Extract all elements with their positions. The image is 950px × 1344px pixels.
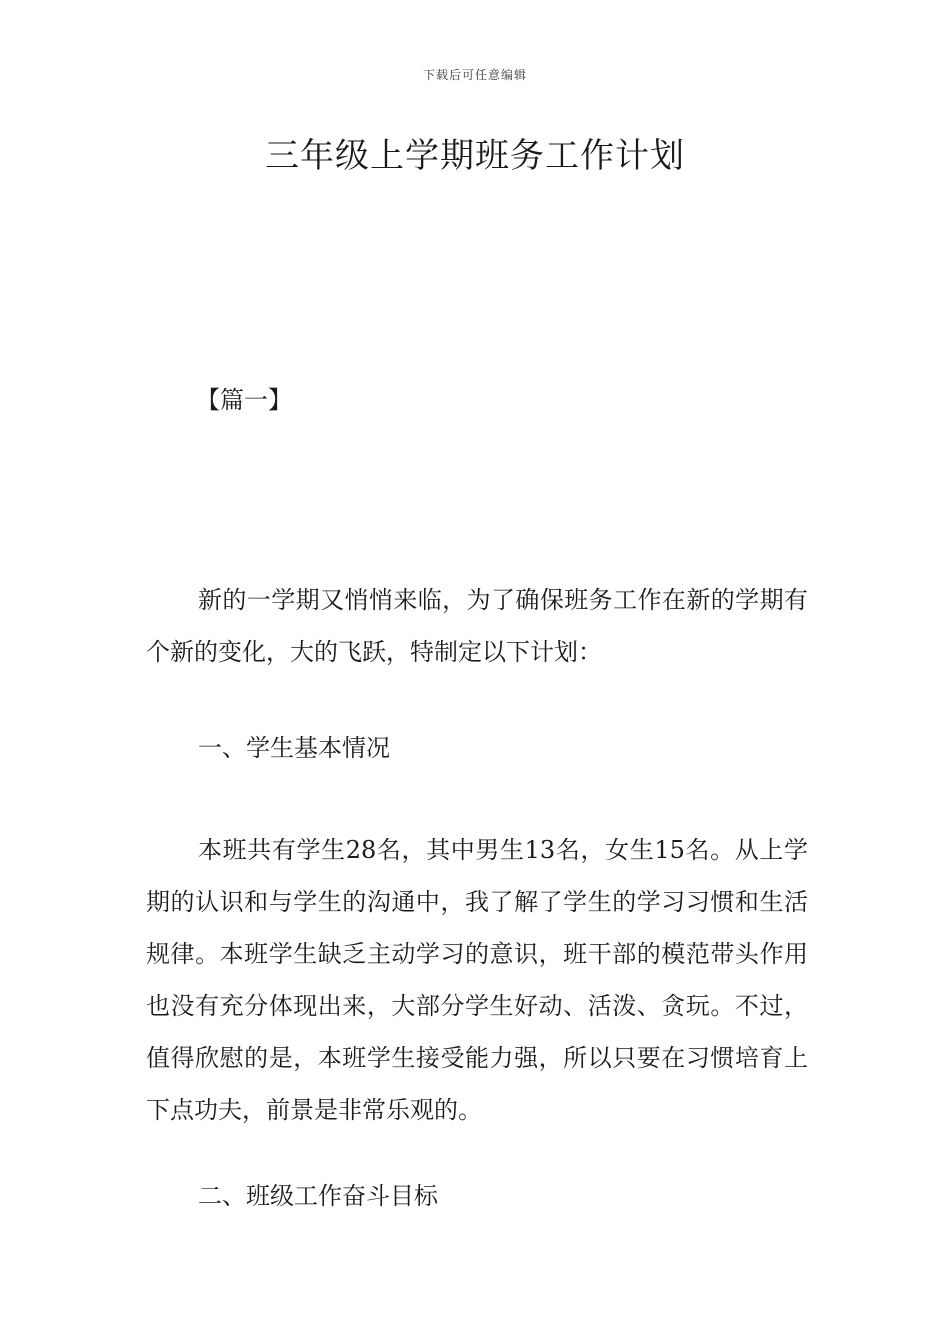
document-title: 三年级上学期班务工作计划 [265, 136, 685, 176]
intro-paragraph: 新的一学期又悄悄来临，为了确保班务工作在新的学期有个新的变化，大的飞跃，特制定以下计划： [146, 586, 808, 666]
student-situation-paragraph: 本班共有学生28名，其中男生13名，女生15名。从上学期的认识和与学生的沟通中，我了解了学生的学习习惯和生活规律。本班学生缺乏主动学习的意识，班干部的模范带头作用也没有充分体现出来，大部分学生好动、活泼、贪玩。不过，值得欣慰的是，本班学生接受能力强，所以只要在习惯培育上下点功夫，前景是非常乐观的。 [146, 836, 808, 1124]
header-note: 下载后可任意编辑 [422, 68, 527, 82]
section-heading-class-goals: 二、班级工作奋斗目标 [198, 1182, 438, 1210]
section-heading-student-situation: 一、学生基本情况 [198, 734, 390, 762]
section-label: 【篇一】 [196, 386, 292, 414]
